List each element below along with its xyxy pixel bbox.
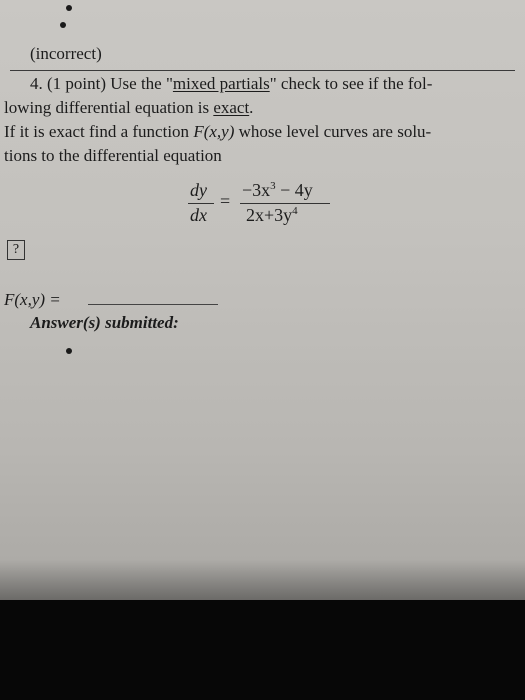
problem-text: (1 point) Use the " [42, 74, 173, 93]
function-symbol: F(x,y) [193, 122, 235, 141]
answer-input[interactable] [88, 304, 218, 305]
problem-line-3 [4, 122, 431, 142]
bullet-dot [66, 348, 72, 354]
divider [10, 70, 515, 71]
dark-background [0, 600, 525, 700]
answers-submitted-label: Answer(s) submitted: [30, 313, 179, 332]
rhs-num-term: − 4y [275, 180, 313, 200]
problem-line-2 [4, 98, 253, 118]
rhs-denominator [246, 205, 298, 226]
problem-line-4: tions to the differential equation [4, 146, 222, 165]
mixed-partials-link[interactable]: mixed partials [172, 74, 270, 93]
fraction-bar [240, 203, 330, 204]
problem-text: . [249, 98, 254, 117]
problem-line-1 [30, 74, 432, 94]
rhs-den-term: 2x+3y [246, 205, 293, 225]
paper-shadow [0, 560, 525, 600]
bullet-dot [66, 5, 72, 11]
exact-link[interactable]: exact [213, 98, 250, 117]
fraction-bar [188, 203, 214, 204]
equals-sign: = [220, 191, 231, 211]
problem-number: 4. [30, 74, 43, 93]
answer-label: F(x,y) = [4, 290, 61, 309]
exponent: 3 [270, 180, 276, 192]
problem-text: whose level curves are solu- [234, 122, 432, 141]
bullet-dot [60, 22, 66, 28]
problem-text: " check to see if the fol- [269, 74, 433, 93]
rhs-numerator [242, 180, 313, 201]
lhs-numerator: dy [190, 180, 207, 200]
lhs-denominator: dx [190, 205, 207, 225]
rhs-num-term: −3x [242, 180, 271, 200]
help-button[interactable]: ? [7, 240, 25, 260]
status-text: (incorrect) [30, 44, 102, 63]
problem-text: lowing differential equation is [4, 98, 214, 117]
problem-text: If it is exact find a function [4, 122, 194, 141]
exponent: 4 [292, 205, 298, 217]
